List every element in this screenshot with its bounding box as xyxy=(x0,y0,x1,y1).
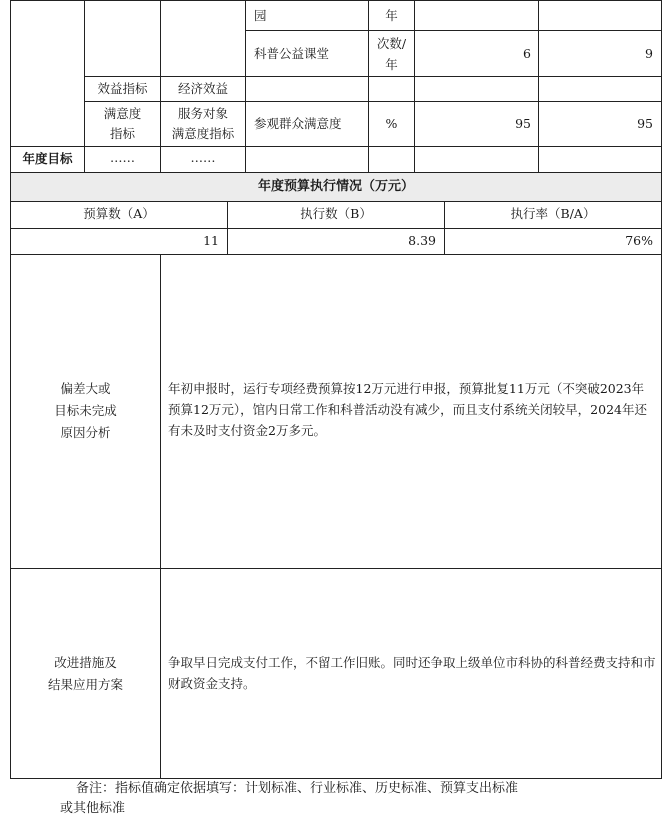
budget-section-title: 年度预算执行情况（万元） xyxy=(257,179,414,194)
indicator-actual-value: 9 xyxy=(645,46,653,61)
level1-indicator: 指标 xyxy=(109,126,135,141)
deviation-label: 目标未完成 xyxy=(54,403,117,418)
level1-indicator: 效益指标 xyxy=(97,81,148,96)
deviation-analysis-text: 年初申报时，运行专项经费预算按12万元进行申报，预算批复11万元（不突破2023年预算12万元），馆内日常工作和科普活动没有减少，而且支付系统关闭较早，2024年还有未及时支付资金2万多元。 xyxy=(168,381,647,438)
indicator-actual-value: 95 xyxy=(637,116,653,131)
level1-indicator: 满意度 xyxy=(103,106,142,121)
budget-value-a: 11 xyxy=(203,233,219,248)
indicator-name: 科普公益课堂 xyxy=(254,46,330,61)
budget-value-rate: 76% xyxy=(625,233,653,248)
improvement-label: 改进措施及 xyxy=(54,655,117,670)
budget-header-b: 执行数（B） xyxy=(300,206,372,221)
annual-target-value: …… xyxy=(110,150,135,165)
indicator-target-value: 6 xyxy=(523,46,531,61)
indicator-name: 参观群众满意度 xyxy=(254,116,342,131)
budget-value-b: 8.39 xyxy=(408,233,436,248)
footnote: 或其他标准 xyxy=(60,801,126,816)
footnote: 备注：指标值确定依据填写：计划标准、行业标准、历史标准、预算支出标准 xyxy=(76,781,519,796)
level2-indicator: 经济效益 xyxy=(177,81,228,96)
annual-target-label: 年度目标 xyxy=(22,151,73,166)
indicator-unit: 年 xyxy=(385,8,398,23)
level2-indicator: 服务对象 xyxy=(177,106,228,121)
level2-indicator: 满意度指标 xyxy=(171,126,235,141)
improvement-label: 结果应用方案 xyxy=(47,677,123,692)
indicator-target-value: 95 xyxy=(515,116,531,131)
annual-target-value: …… xyxy=(190,150,216,165)
deviation-label: 偏差大或 xyxy=(60,381,111,396)
improvement-plan-text: 争取早日完成支付工作，不留工作旧账。同时还争取上级单位市科协的科普经费支持和市财政资金支持。 xyxy=(168,655,656,691)
indicator-unit: 年 xyxy=(385,57,398,72)
budget-header-rate: 执行率（B/A） xyxy=(510,206,596,221)
indicator-unit: 次数/ xyxy=(376,36,407,51)
deviation-label: 原因分析 xyxy=(60,425,111,440)
indicator-unit: % xyxy=(385,116,398,131)
budget-header-a: 预算数（A） xyxy=(83,206,155,221)
indicator-name: 园 xyxy=(254,8,267,23)
